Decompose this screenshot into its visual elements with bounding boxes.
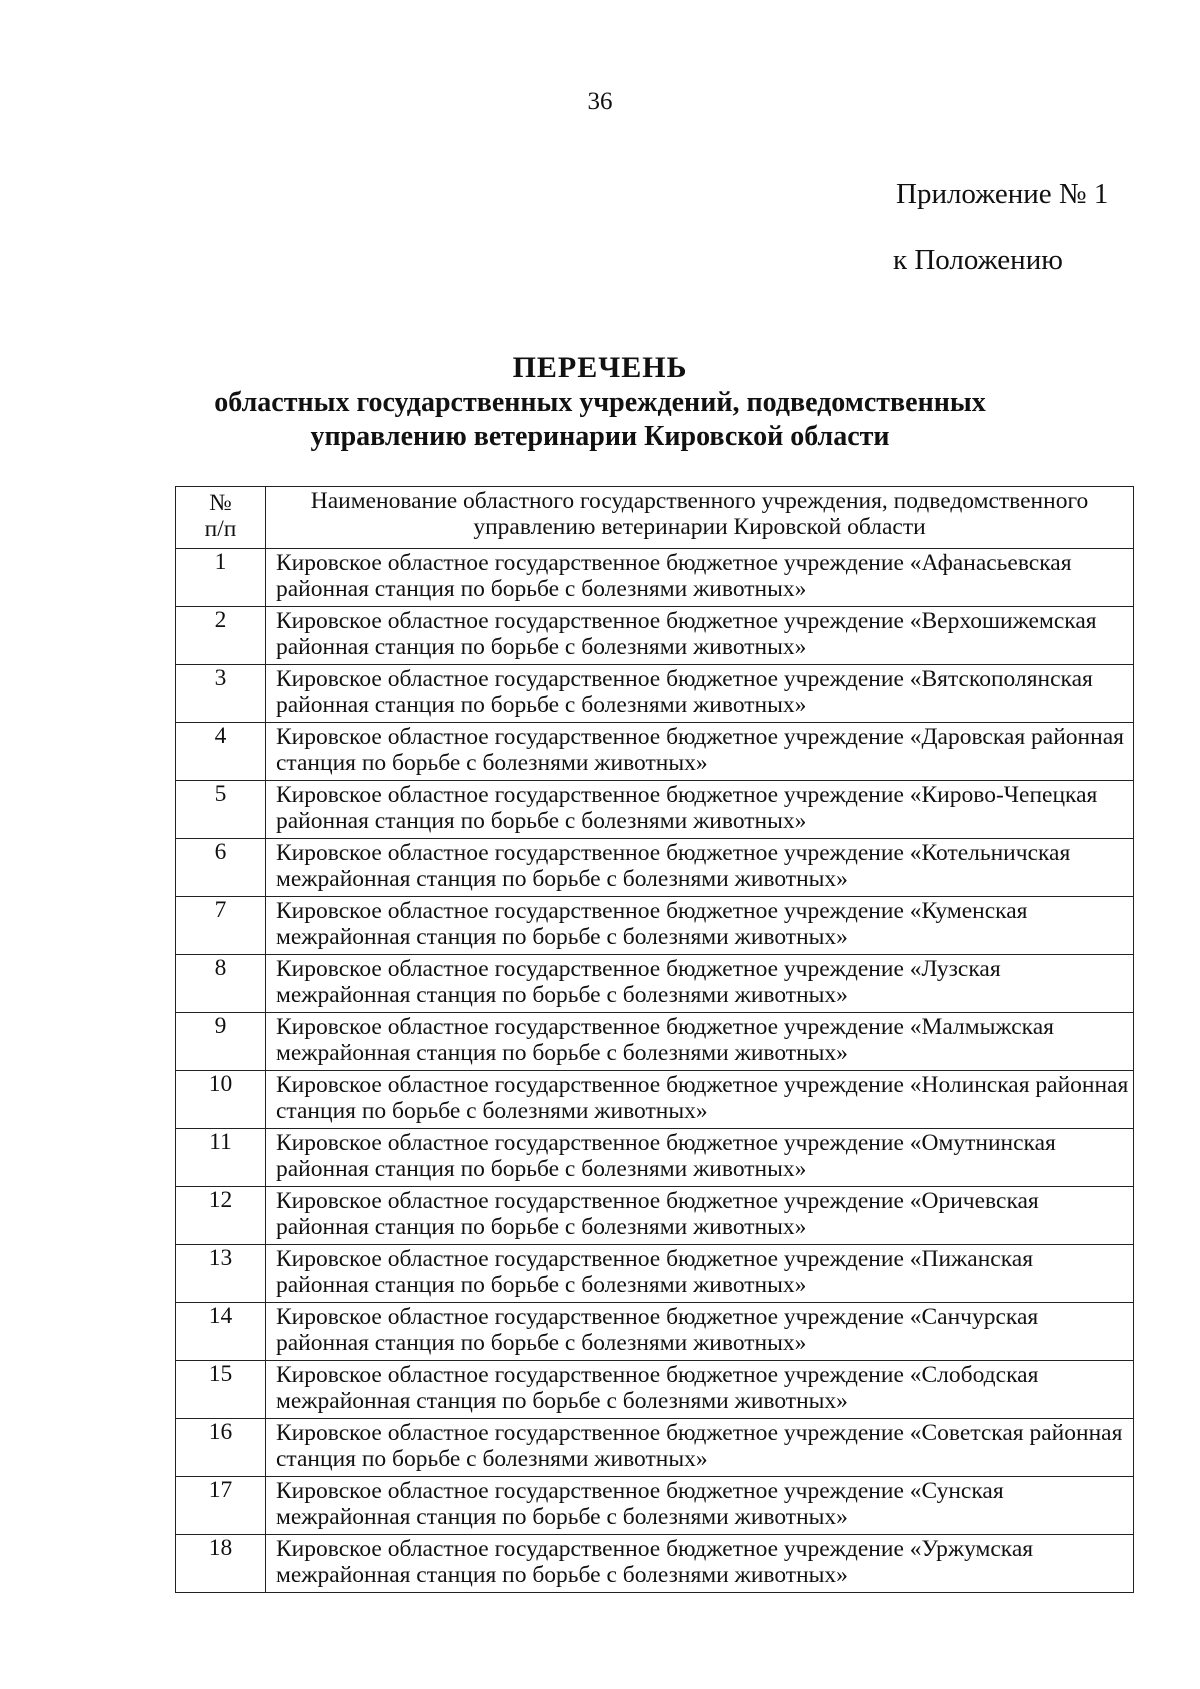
table-row [176,723,1134,781]
table-row [176,1535,1134,1593]
row-number-cell: 8 [176,955,266,1013]
table-row [176,839,1134,897]
document-title: ПЕРЕЧЕНЬ [512,351,688,384]
institution-name-cell: Кировское областное государственное бюджетное учреждение «Котельничская межрайонная станция по борьбе с болезнями животных» [266,839,1134,897]
header-number-sign: № [209,490,232,516]
table-row [176,1303,1134,1361]
table-row [176,781,1134,839]
row-number-cell: 2 [176,607,266,665]
document-heading [0,350,1200,454]
row-number-cell: 18 [176,1535,266,1593]
institution-name-cell: Кировское областное государственное бюджетное учреждение «Советская районная станция по борьбе с болезнями животных» [266,1419,1134,1477]
institution-name-cell: Кировское областное государственное бюджетное учреждение «Верхошижемская районная станция по борьбе с болезнями животных» [266,607,1134,665]
row-number-cell: 6 [176,839,266,897]
row-number-cell: 12 [176,1187,266,1245]
institution-name-cell: Кировское областное государственное бюджетное учреждение «Уржумская межрайонная станция по борьбе с болезнями животных» [266,1535,1134,1593]
table-row [176,1071,1134,1129]
institution-name-cell: Кировское областное государственное бюджетное учреждение «Сунская межрайонная станция по борьбе с болезнями животных» [266,1477,1134,1535]
row-number-cell: 5 [176,781,266,839]
institution-name-cell: Кировское областное государственное бюджетное учреждение «Нолинская районная станция по борьбе с болезнями животных» [266,1071,1134,1129]
table-row [176,1013,1134,1071]
institution-name-cell: Кировское областное государственное бюджетное учреждение «Омутнинская районная станция по борьбе с болезнями животных» [266,1129,1134,1187]
row-number-cell: 15 [176,1361,266,1419]
row-number-cell: 10 [176,1071,266,1129]
row-number-cell: 11 [176,1129,266,1187]
institution-name-cell: Кировское областное государственное бюджетное учреждение «Слободская межрайонная станция по борьбе с болезнями животных» [266,1361,1134,1419]
row-number-cell: 13 [176,1245,266,1303]
table-row [176,955,1134,1013]
table-row [176,665,1134,723]
table-row [176,897,1134,955]
row-number-cell: 1 [176,549,266,607]
table-row [176,1245,1134,1303]
institution-name-cell: Кировское областное государственное бюджетное учреждение «Куменская межрайонная станция по борьбе с болезнями животных» [266,897,1134,955]
row-number-cell: 9 [176,1013,266,1071]
institutions-table [175,486,1134,1593]
row-number-cell: 3 [176,665,266,723]
institution-name-cell: Кировское областное государственное бюджетное учреждение «Санчурская районная станция по борьбе с болезнями животных» [266,1303,1134,1361]
row-number-cell: 4 [176,723,266,781]
table-row [176,607,1134,665]
table-header-row [176,487,1134,549]
table-row [176,1187,1134,1245]
institution-name-cell: Кировское областное государственное бюджетное учреждение «Малмыжская межрайонная станция по борьбе с болезнями животных» [266,1013,1134,1071]
table-row [176,549,1134,607]
annex-reference: к Положению [893,244,1063,276]
row-number-cell: 16 [176,1419,266,1477]
table-row [176,1477,1134,1535]
institution-name-cell: Кировское областное государственное бюджетное учреждение «Даровская районная станция по борьбе с болезнями животных» [266,723,1134,781]
page-number: 36 [587,88,613,115]
document-subtitle-line-1: областных государственных учреждений, подведомственных [214,387,986,418]
header-number-abbrev: п/п [204,516,237,542]
institution-name-cell: Кировское областное государственное бюджетное учреждение «Пижанская районная станция по борьбе с болезнями животных» [266,1245,1134,1303]
institution-name-cell: Кировское областное государственное бюджетное учреждение «Кирово-Чепецкая районная станция по борьбе с болезнями животных» [266,781,1134,839]
document-subtitle-line-2: управлению ветеринарии Кировской области [310,421,890,452]
header-name-cell: Наименование областного государственного учреждения, подведомственного управлению ветеринарии Кировской области [266,487,1134,549]
table-row [176,1361,1134,1419]
table-row [176,1419,1134,1477]
table-row [176,1129,1134,1187]
institution-name-cell: Кировское областное государственное бюджетное учреждение «Вятскополянская районная станция по борьбе с болезнями животных» [266,665,1134,723]
row-number-cell: 14 [176,1303,266,1361]
row-number-cell: 7 [176,897,266,955]
institution-name-cell: Кировское областное государственное бюджетное учреждение «Оричевская районная станция по борьбе с болезнями животных» [266,1187,1134,1245]
institution-name-cell: Кировское областное государственное бюджетное учреждение «Лузская межрайонная станция по борьбе с болезнями животных» [266,955,1134,1013]
row-number-cell: 17 [176,1477,266,1535]
table-body [176,549,1134,1593]
header-number-cell [176,487,266,549]
institution-name-cell: Кировское областное государственное бюджетное учреждение «Афанасьевская районная станция по борьбе с болезнями животных» [266,549,1134,607]
annex-title: Приложение № 1 [896,178,1109,210]
